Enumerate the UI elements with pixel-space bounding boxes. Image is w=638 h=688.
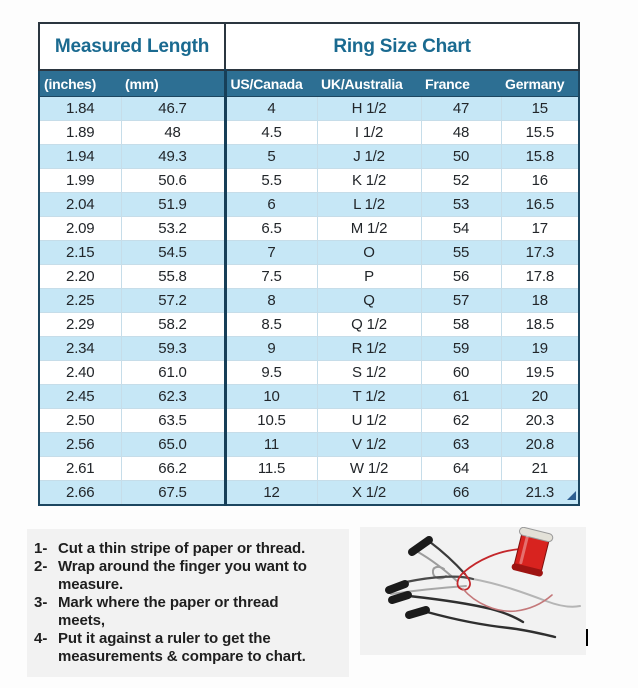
table-row xyxy=(39,409,579,433)
table-row xyxy=(39,289,579,313)
cell: 2.04 xyxy=(39,193,121,217)
instruction-text: Put it against a ruler to get the measurements & compare to chart. xyxy=(58,630,306,665)
cell: 65.0 xyxy=(121,433,225,457)
ring-table-body xyxy=(39,97,579,506)
cell: 10 xyxy=(225,385,317,409)
cell: 59.3 xyxy=(121,337,225,361)
table-row xyxy=(39,241,579,265)
cell: 12 xyxy=(225,481,317,506)
cell: 52 xyxy=(421,169,501,193)
column-header: Germany xyxy=(501,70,579,97)
cell: 66.2 xyxy=(121,457,225,481)
cell: 20.3 xyxy=(501,409,579,433)
cell: 10.5 xyxy=(225,409,317,433)
cell: 16 xyxy=(501,169,579,193)
cell: 5 xyxy=(225,145,317,169)
cell: 18 xyxy=(501,289,579,313)
cell: 54.5 xyxy=(121,241,225,265)
cell: 56 xyxy=(421,265,501,289)
instruction-text: Cut a thin stripe of paper or thread. xyxy=(58,540,306,557)
text-cursor xyxy=(586,629,588,646)
table-row xyxy=(39,265,579,289)
cell: 20.8 xyxy=(501,433,579,457)
cell: L 1/2 xyxy=(317,193,421,217)
instruction-text: Wrap around the finger you want to measure. xyxy=(58,558,307,593)
table-row xyxy=(39,145,579,169)
middle-finger-nail xyxy=(392,595,408,600)
cell: 57 xyxy=(421,289,501,313)
cell: 2.45 xyxy=(39,385,121,409)
cell: 16.5 xyxy=(501,193,579,217)
cell: 2.15 xyxy=(39,241,121,265)
cell: 1.94 xyxy=(39,145,121,169)
cell: Q xyxy=(317,289,421,313)
column-header: (mm) xyxy=(121,70,225,97)
hand-illustration-svg xyxy=(360,527,586,655)
cell: S 1/2 xyxy=(317,361,421,385)
cell: 7 xyxy=(225,241,317,265)
column-header-row xyxy=(39,70,579,97)
cell: 6 xyxy=(225,193,317,217)
cell: 50.6 xyxy=(121,169,225,193)
cell: V 1/2 xyxy=(317,433,421,457)
cell: 2.25 xyxy=(39,289,121,313)
measuring-instructions xyxy=(27,529,349,677)
cell: 67.5 xyxy=(121,481,225,506)
table-row xyxy=(39,121,579,145)
cell: 2.61 xyxy=(39,457,121,481)
cell: 17.8 xyxy=(501,265,579,289)
cell: 64 xyxy=(421,457,501,481)
cell: 2.50 xyxy=(39,409,121,433)
instruction-item xyxy=(34,558,343,594)
instruction-item xyxy=(34,630,343,666)
cell: 46.7 xyxy=(121,97,225,121)
table-title-measured-length: Measured Length xyxy=(39,23,225,70)
cell: 20 xyxy=(501,385,579,409)
cell: 9 xyxy=(225,337,317,361)
table-row xyxy=(39,97,579,121)
cell: 1.84 xyxy=(39,97,121,121)
cell: 57.2 xyxy=(121,289,225,313)
cell: 61.0 xyxy=(121,361,225,385)
cell: 4 xyxy=(225,97,317,121)
thread-spool xyxy=(510,527,554,577)
cell: T 1/2 xyxy=(317,385,421,409)
instruction-number: 3- xyxy=(34,594,48,611)
table-row xyxy=(39,217,579,241)
cell: 21 xyxy=(501,457,579,481)
cell: K 1/2 xyxy=(317,169,421,193)
cell: 53 xyxy=(421,193,501,217)
cell: 2.20 xyxy=(39,265,121,289)
cell: 2.40 xyxy=(39,361,121,385)
table-row xyxy=(39,337,579,361)
cell: 54 xyxy=(421,217,501,241)
cell: 9.5 xyxy=(225,361,317,385)
cell: 50 xyxy=(421,145,501,169)
ring-size-table xyxy=(38,22,580,506)
lower-finger-nail xyxy=(409,610,426,615)
cell: 2.66 xyxy=(39,481,121,506)
cell: 19.5 xyxy=(501,361,579,385)
selection-handle xyxy=(567,491,576,500)
table-row xyxy=(39,313,579,337)
column-header: France xyxy=(421,70,501,97)
cell: J 1/2 xyxy=(317,145,421,169)
cell: H 1/2 xyxy=(317,97,421,121)
cell: 4.5 xyxy=(225,121,317,145)
cell: 19 xyxy=(501,337,579,361)
instruction-number: 1- xyxy=(34,540,48,557)
cell: 1.89 xyxy=(39,121,121,145)
cell: U 1/2 xyxy=(317,409,421,433)
cell: O xyxy=(317,241,421,265)
cell: 6.5 xyxy=(225,217,317,241)
thread-trail xyxy=(463,589,552,611)
cell: 15.8 xyxy=(501,145,579,169)
thumb-top-line xyxy=(430,542,465,574)
cell: 2.29 xyxy=(39,313,121,337)
cell: 18.5 xyxy=(501,313,579,337)
column-header: US/Canada xyxy=(225,70,317,97)
thumb-nail xyxy=(412,540,429,552)
table-title-ring-size-chart: Ring Size Chart xyxy=(225,23,579,70)
instruction-text: Mark where the paper or thread meets, xyxy=(58,594,279,629)
cell: 60 xyxy=(421,361,501,385)
cell: 55.8 xyxy=(121,265,225,289)
cell: P xyxy=(317,265,421,289)
cell: 21.3 xyxy=(501,481,579,506)
cell: M 1/2 xyxy=(317,217,421,241)
instruction-number: 4- xyxy=(34,630,48,647)
cell: 48 xyxy=(121,121,225,145)
cell: 48 xyxy=(421,121,501,145)
column-header: (inches) xyxy=(39,70,121,97)
cell: 62.3 xyxy=(121,385,225,409)
cell: 53.2 xyxy=(121,217,225,241)
cell: 2.56 xyxy=(39,433,121,457)
index-finger-nail xyxy=(389,584,405,590)
instructions-list xyxy=(34,540,343,666)
instruction-number: 2- xyxy=(34,558,48,575)
table-row xyxy=(39,361,579,385)
column-header: UK/Australia xyxy=(317,70,421,97)
cell: W 1/2 xyxy=(317,457,421,481)
cell: 62 xyxy=(421,409,501,433)
cell: R 1/2 xyxy=(317,337,421,361)
cell: 17 xyxy=(501,217,579,241)
cell: Q 1/2 xyxy=(317,313,421,337)
cell: 8.5 xyxy=(225,313,317,337)
table-row xyxy=(39,433,579,457)
cell: 61 xyxy=(421,385,501,409)
cell: 8 xyxy=(225,289,317,313)
cell: 66 xyxy=(421,481,501,506)
cell: 15.5 xyxy=(501,121,579,145)
cell: X 1/2 xyxy=(317,481,421,506)
cell: 2.09 xyxy=(39,217,121,241)
cell: 63 xyxy=(421,433,501,457)
lower-finger-line xyxy=(427,612,555,637)
table-row xyxy=(39,457,579,481)
cell: 63.5 xyxy=(121,409,225,433)
table-row xyxy=(39,169,579,193)
table-title-row xyxy=(39,23,579,70)
cell: I 1/2 xyxy=(317,121,421,145)
table-row xyxy=(39,193,579,217)
cell: 58.2 xyxy=(121,313,225,337)
cell: 55 xyxy=(421,241,501,265)
cell: 59 xyxy=(421,337,501,361)
instruction-item xyxy=(34,594,343,630)
hand-thread-illustration xyxy=(360,527,586,655)
cell: 15 xyxy=(501,97,579,121)
wrist-line xyxy=(473,579,580,607)
cell: 47 xyxy=(421,97,501,121)
cell: 7.5 xyxy=(225,265,317,289)
cell: 58 xyxy=(421,313,501,337)
table-row xyxy=(39,481,579,506)
instruction-item xyxy=(34,540,343,558)
thread-from-spool xyxy=(464,549,520,572)
cell: 49.3 xyxy=(121,145,225,169)
cell: 17.3 xyxy=(501,241,579,265)
cell: 11.5 xyxy=(225,457,317,481)
cell: 2.34 xyxy=(39,337,121,361)
cell: 51.9 xyxy=(121,193,225,217)
cell: 11 xyxy=(225,433,317,457)
cell: 5.5 xyxy=(225,169,317,193)
table-row xyxy=(39,385,579,409)
cell: 1.99 xyxy=(39,169,121,193)
